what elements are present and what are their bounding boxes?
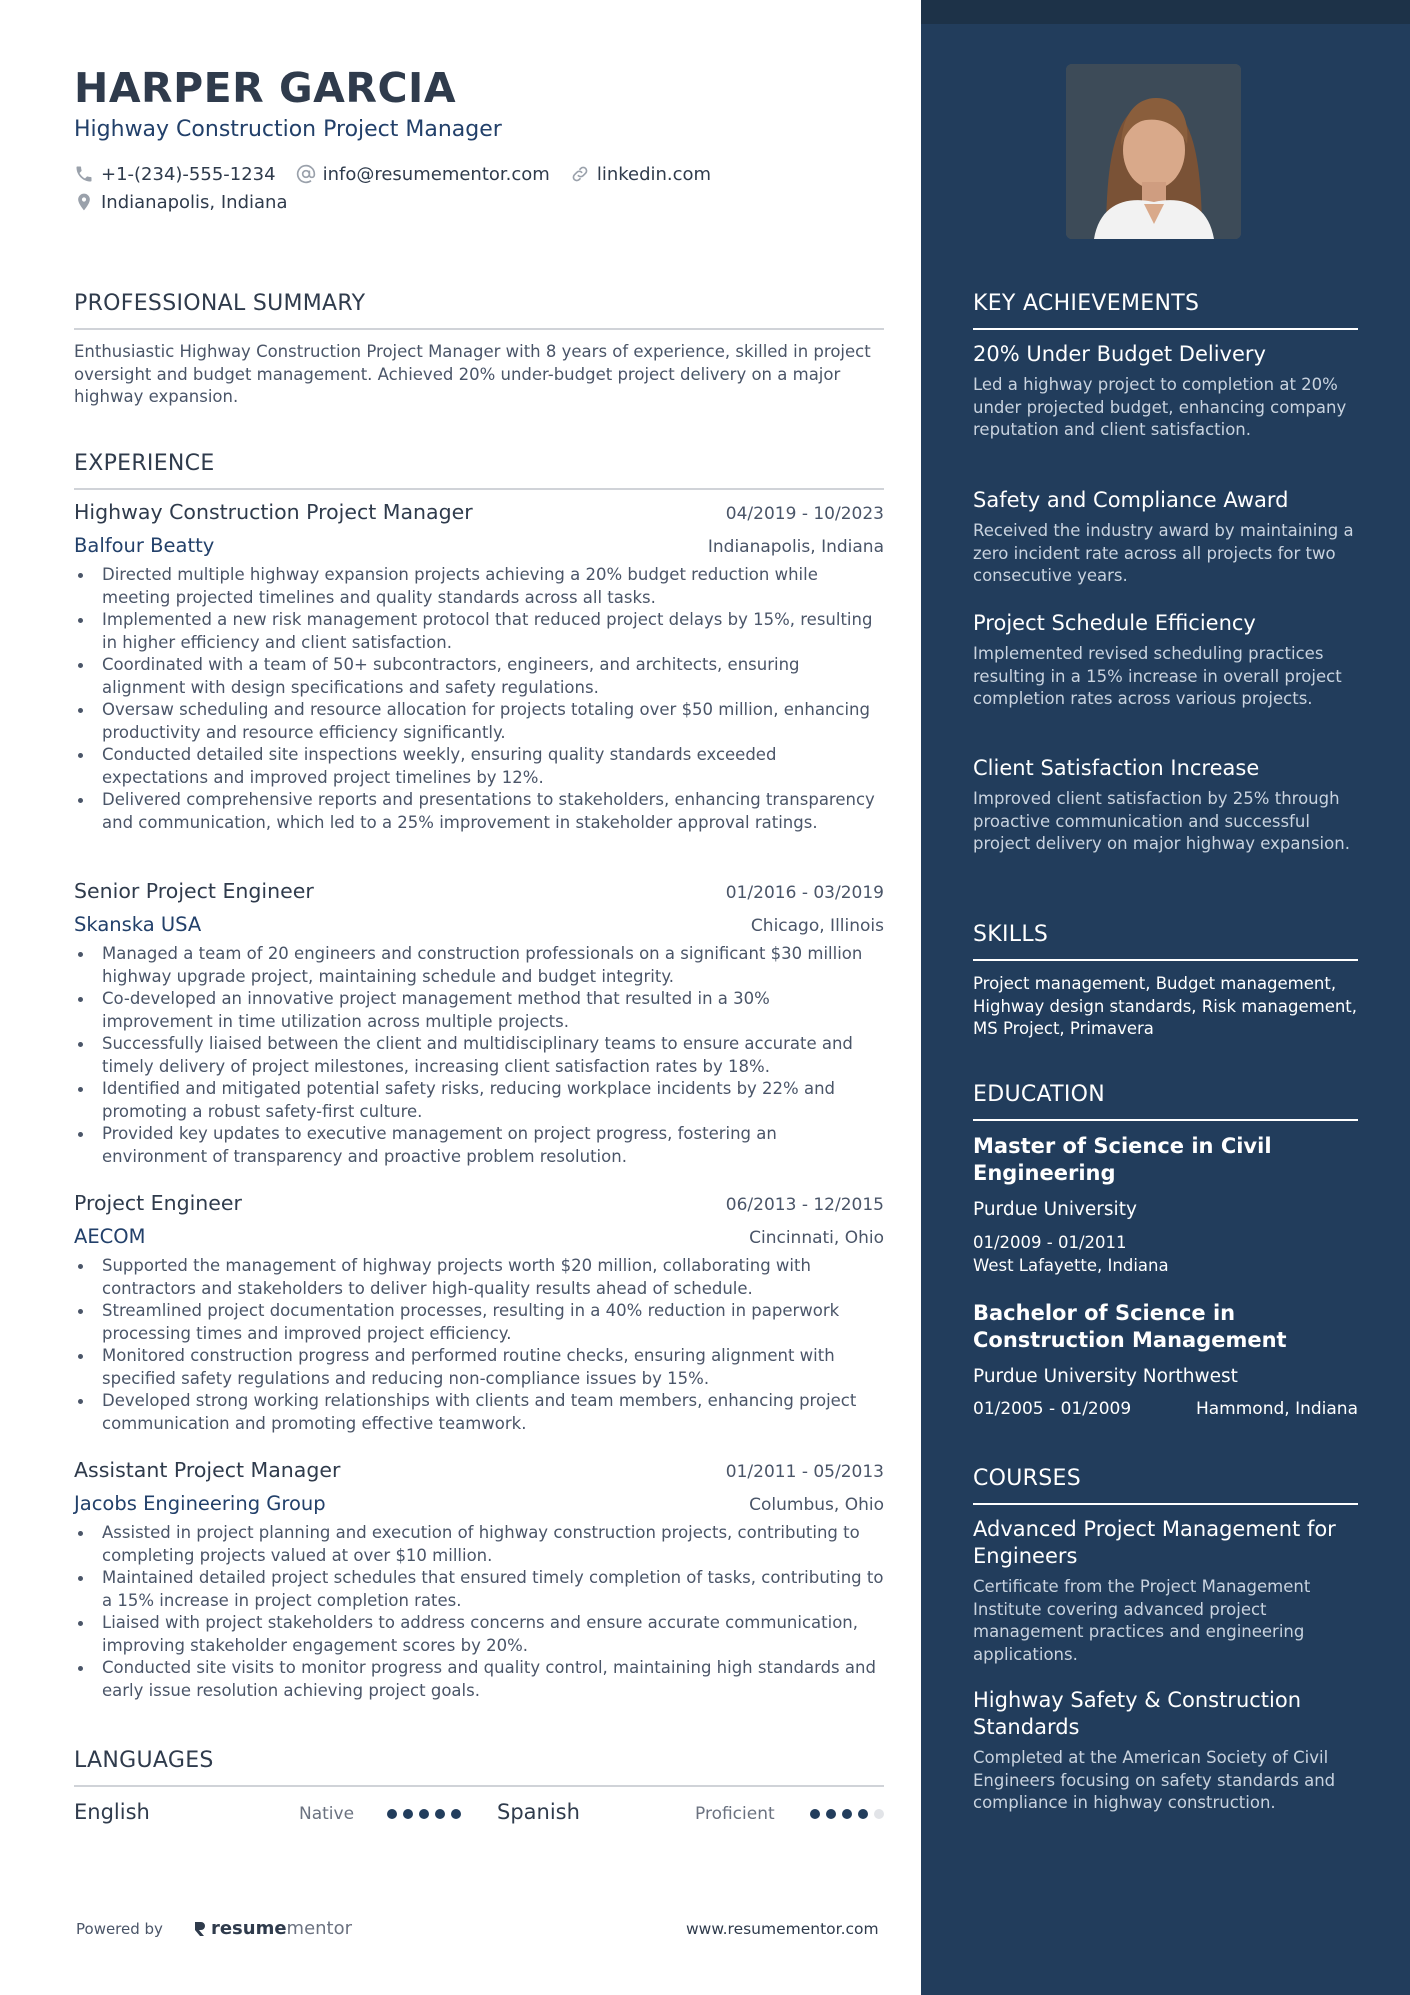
rating-dot-filled — [451, 1809, 461, 1819]
footer-powered-by — [76, 1918, 352, 1939]
contact-linkedin[interactable] — [570, 164, 711, 185]
sidebar-top-band — [921, 0, 1410, 24]
job-bullets — [74, 564, 884, 834]
skills-heading: SKILLS — [973, 922, 1358, 961]
contact-email[interactable] — [296, 164, 550, 185]
course-title: Advanced Project Management for Engineers — [973, 1517, 1336, 1568]
job-dates: 04/2019 - 10/2023 — [725, 504, 884, 524]
link-icon — [570, 164, 590, 184]
summary-heading: PROFESSIONAL SUMMARY — [74, 291, 884, 330]
summary-text: Enthusiastic Highway Construction Project Manager with 8 years of experience, skilled in project oversight and budget management. Achieved 20% under-budget project delivery on a major highway expansion. — [74, 342, 871, 406]
achievement-item — [973, 755, 1358, 856]
rating-dot-filled — [826, 1809, 836, 1819]
job-bullet: Assisted in project planning and execution of highway construction projects, contributing to completing projects valued at over $10 million. — [102, 1522, 884, 1567]
job-bullet: Oversaw scheduling and resource allocation for projects totaling over $50 million, enhancing productivity and resource efficiency significantly. — [102, 699, 884, 744]
achievement-item — [973, 610, 1358, 711]
skills-text: Project management, Budget management, Highway design standards, Risk management, MS Project, Primavera — [973, 974, 1358, 1038]
job-bullet: Delivered comprehensive reports and presentations to stakeholders, enhancing transparency and communication, which led to a 25% improvement in stakeholder approval ratings. — [102, 789, 884, 834]
language-name: English — [74, 1800, 150, 1824]
job-bullet: Successfully liaised between the client and multidisciplinary teams to ensure accurate and timely delivery of project milestones, increasing client satisfaction rates by 18%. — [102, 1033, 884, 1078]
contact-phone[interactable] — [74, 164, 276, 185]
rating-dot-filled — [810, 1809, 820, 1819]
job-title: Assistant Project Manager — [74, 1458, 341, 1482]
experience-heading: EXPERIENCE — [74, 451, 884, 490]
experience-entry — [74, 1191, 884, 1435]
job-bullet: Co-developed an innovative project management method that resulted in a 30% improvement in time utilization across multiple projects. — [102, 988, 884, 1033]
job-dates: 01/2016 - 03/2019 — [725, 883, 884, 903]
rating-dot-filled — [419, 1809, 429, 1819]
powered-by-label: Powered by — [76, 1919, 163, 1938]
job-bullet: Provided key updates to executive management on project progress, fostering an environment of transparency and proactive problem resolution. — [102, 1123, 884, 1168]
course-title: Highway Safety & Construction Standards — [973, 1688, 1302, 1739]
job-location: Indianapolis, Indiana — [707, 537, 884, 557]
experience-entry — [74, 1458, 884, 1702]
linkedin-text: linkedin.com — [596, 163, 712, 185]
logo-text-bold: resume — [210, 1918, 287, 1939]
contact-location — [74, 192, 288, 213]
achievement-title: Client Satisfaction Increase — [973, 756, 1260, 780]
experience-entry — [74, 879, 884, 1168]
rating-dot-filled — [387, 1809, 397, 1819]
job-bullet: Streamlined project documentation processes, resulting in a 40% reduction in paperwork processing times and improved project efficiency. — [102, 1300, 884, 1345]
achievement-title: Project Schedule Efficiency — [973, 611, 1256, 635]
job-bullet: Identified and mitigated potential safety risks, reducing workplace incidents by 22% and promoting a robust safety-first culture. — [102, 1078, 884, 1123]
job-company: Balfour Beatty — [74, 534, 215, 557]
job-company: Skanska USA — [74, 913, 202, 936]
courses-heading: COURSES — [973, 1466, 1358, 1505]
achievement-text: Improved client satisfaction by 25% through proactive communication and successful project delivery on major highway expansion. — [973, 789, 1350, 853]
job-bullets — [74, 1255, 884, 1435]
job-dates: 06/2013 - 12/2015 — [725, 1195, 884, 1215]
job-company: Jacobs Engineering Group — [74, 1492, 326, 1515]
portrait-photo — [1066, 64, 1241, 239]
location-pin-icon — [74, 192, 94, 212]
achievements-heading: KEY ACHIEVEMENTS — [973, 291, 1358, 330]
footer-website[interactable]: www.resumementor.com — [686, 1920, 879, 1938]
job-bullet: Maintained detailed project schedules that ensured timely completion of tasks, contributing to a 15% increase in project completion rates. — [102, 1567, 884, 1612]
phone-text: +1-(234)-555-1234 — [101, 163, 276, 185]
job-bullet: Liaised with project stakeholders to address concerns and ensure accurate communication, improving stakeholder engagement scores by 20%. — [102, 1612, 884, 1657]
logo-mark-icon — [193, 1920, 207, 1938]
achievement-item — [973, 341, 1358, 442]
job-dates: 01/2011 - 05/2013 — [725, 1462, 884, 1482]
job-location: Chicago, Illinois — [750, 916, 884, 936]
resumementor-logo[interactable] — [193, 1918, 352, 1939]
language-level: Native — [299, 1804, 355, 1824]
education-location: Hammond, Indiana — [1195, 1399, 1358, 1419]
education-location: West Lafayette, Indiana — [973, 1255, 1169, 1275]
rating-dot-filled — [435, 1809, 445, 1819]
job-bullet: Managed a team of 20 engineers and construction professionals on a significant $30 million highway upgrade project, maintaining schedule and budget integrity. — [102, 943, 884, 988]
language-name: Spanish — [497, 1800, 580, 1824]
job-title: Project Engineer — [74, 1191, 242, 1215]
education-heading: EDUCATION — [973, 1082, 1358, 1121]
phone-icon — [74, 164, 94, 184]
job-company: AECOM — [74, 1225, 146, 1248]
experience-entry — [74, 500, 884, 834]
contact-info — [74, 160, 731, 216]
job-location: Columbus, Ohio — [749, 1495, 884, 1515]
course-item — [973, 1516, 1358, 1666]
job-bullets — [74, 1522, 884, 1702]
education-dates: 01/2005 - 01/2009 — [973, 1399, 1132, 1419]
education-degree: Master of Science in Civil Engineering — [973, 1134, 1272, 1185]
achievement-title: Safety and Compliance Award — [973, 488, 1289, 512]
achievement-item — [973, 487, 1358, 588]
candidate-role: Highway Construction Project Manager — [74, 117, 502, 142]
education-item — [973, 1133, 1358, 1277]
education-dates: 01/2009 - 01/2011 — [973, 1233, 1127, 1252]
languages-heading: LANGUAGES — [74, 1748, 884, 1787]
location-text: Indianapolis, Indiana — [101, 191, 288, 213]
education-item — [973, 1300, 1358, 1419]
rating-dot-empty — [874, 1809, 884, 1819]
achievement-text: Received the industry award by maintaining a zero incident rate across all projects for two consecutive years. — [973, 521, 1354, 585]
job-bullets — [74, 943, 884, 1168]
job-bullet: Implemented a new risk management protocol that reduced project delays by 15%, resulting in higher efficiency and client satisfaction. — [102, 609, 884, 654]
job-bullet: Supported the management of highway projects worth $20 million, collaborating with contractors and stakeholders to deliver high-quality results ahead of schedule. — [102, 1255, 884, 1300]
achievement-title: 20% Under Budget Delivery — [973, 342, 1266, 366]
education-degree: Bachelor of Science in Construction Management — [973, 1301, 1287, 1352]
candidate-name: HARPER GARCIA — [74, 64, 457, 112]
language-item — [74, 1798, 464, 1830]
job-bullet: Conducted site visits to monitor progress and quality control, maintaining high standards and early issue resolution achieving project goals. — [102, 1657, 884, 1702]
logo-text-light: mentor — [286, 1918, 353, 1939]
rating-dot-filled — [403, 1809, 413, 1819]
at-icon — [296, 164, 316, 184]
job-title: Highway Construction Project Manager — [74, 500, 473, 524]
rating-dot-filled — [842, 1809, 852, 1819]
achievement-text: Led a highway project to completion at 20% under projected budget, enhancing company reputation and client satisfaction. — [973, 375, 1347, 439]
job-bullet: Monitored construction progress and performed routine checks, ensuring alignment with specified safety regulations and reducing non-compliance issues by 15%. — [102, 1345, 884, 1390]
job-bullet: Developed strong working relationships with clients and team members, enhancing project communication and promoting effective teamwork. — [102, 1390, 884, 1435]
course-text: Certificate from the Project Management Institute covering advanced project management practices and engineering applications. — [973, 1577, 1311, 1664]
education-school: Purdue University — [973, 1199, 1137, 1220]
achievement-text: Implemented revised scheduling practices resulting in a 15% increase in overall project completion rates across various projects. — [973, 644, 1342, 708]
email-text: info@resumementor.com — [322, 163, 550, 185]
education-school: Purdue University Northwest — [973, 1366, 1238, 1387]
rating-dot-filled — [858, 1809, 868, 1819]
job-bullet: Coordinated with a team of 50+ subcontractors, engineers, and architects, ensuring alignment with design specifications and safety regulations. — [102, 654, 884, 699]
language-level: Proficient — [695, 1804, 775, 1824]
job-title: Senior Project Engineer — [74, 879, 314, 903]
language-item — [497, 1798, 887, 1830]
course-text: Completed at the American Society of Civil Engineers focusing on safety standards and compliance in highway construction. — [973, 1748, 1336, 1812]
languages-list — [74, 1798, 884, 1830]
course-item — [973, 1687, 1358, 1815]
sidebar — [921, 0, 1410, 1995]
job-location: Cincinnati, Ohio — [749, 1228, 884, 1248]
job-bullet: Directed multiple highway expansion projects achieving a 20% budget reduction while meeting projected timelines and quality standards across all tasks. — [102, 564, 884, 609]
job-bullet: Conducted detailed site inspections weekly, ensuring quality standards exceeded expectations and improved project timelines by 12%. — [102, 744, 884, 789]
